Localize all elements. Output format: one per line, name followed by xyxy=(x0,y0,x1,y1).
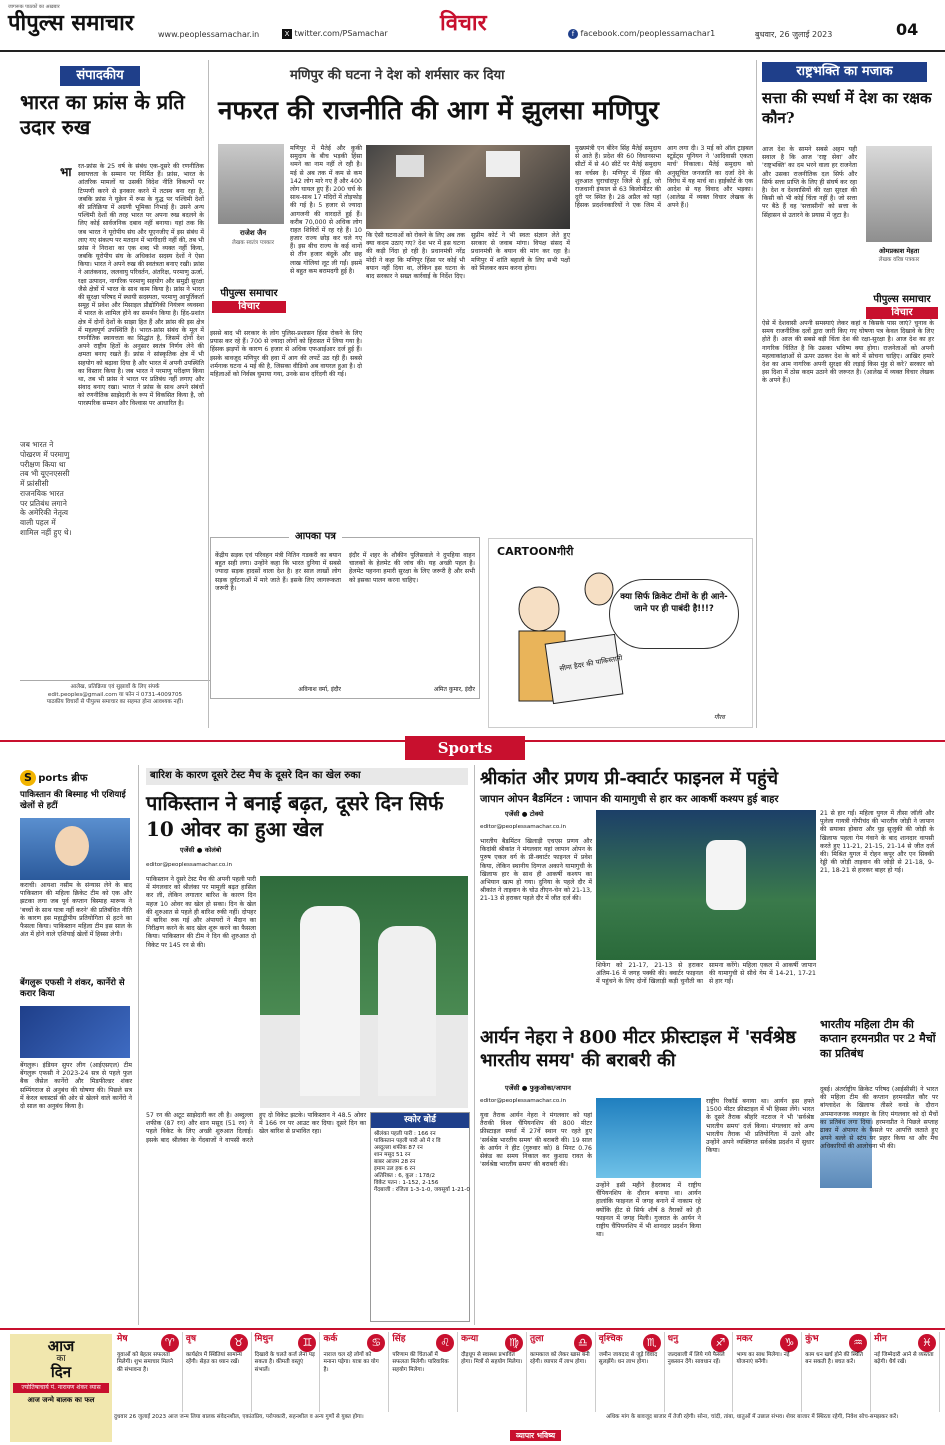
zodiac-cell xyxy=(458,1332,527,1412)
protest-placard xyxy=(396,155,424,177)
issue-date: बुधवार, 26 जुलाई 2023 xyxy=(755,30,833,39)
zodiac-text: दिखावे के चलते कर्ज लेना पड़ सकता है। कीमती वस्तुएं संभालें। xyxy=(254,1352,315,1373)
zodiac-cell xyxy=(733,1332,802,1412)
letter-2: इंदौर में शहर के शौकीन पुलिसवाले ने दुपहिया वाहन चालकों के हेलमेट की जांच की। यह अच्छी पहल है। हेलमेट पहनना हमारी सुरक्षा के लिए जरूरी है और सभी को इसका पालन करना चाहिए। xyxy=(349,552,475,584)
scoreboard-row: अब्दुल्ला शफीक 87 रन xyxy=(374,1145,423,1152)
editorial-body: रत-फ्रांस के 25 वर्ष के संबंध एक-दूसरे की रणनीतिक स्वायत्तता के सम्मान पर निर्मित हैं। फ्रांस, भारत के आंतरिक मामलों या उसकी विदेश नीति विकल्पों पर टिप्पणी करने से इनकार करने में तटस्थ बना रहा है, जबकि फ्रांस ने यूक्रेन में रूस के युद्ध पर पश्चिमी देशों की प्रतिक्रिया में अग्रणी भूमिका निभाई है। उसने अन्य पश्चिमी देशों की तरह भारत पर अपना रुख बदलने के लिए कोई सार्वजनिक दबाव नहीं बनाया। यहां तक कि जब भारत ने यूरोपीय संघ और यूएनजीए में इस संबंध में लाए गए संकल्प पर मतदान में भागीदारी नहीं की, तब भी फ्रांस ने निराशा का एक शब्द भी व्यक्त नहीं किया, जबकि यूरोपीय संघ के अधिकांश सदस्य देशों ने ऐसा किया। भारत ने अपने रुख की स्वतंत्रता बनाए रखी। फ्रांस ने आतंकवाद, जलवायु परिवर्तन, अंतरिक्ष, परमाणु ऊर्जा, रक्षा उत्पादन, नागरिक परमाणु सहयोग और समुद्री सुरक्षा जैसे क्षेत्रों में भारत के साथ काम किया है। फ्रांस ने भारत की सुरक्षा परिषद में स्थायी सदस्यता, परमाणु आपूर्तिकर्ता समूह में प्रवेश और मिसाइल प्रौद्योगिकी नियंत्रण व्यवस्था में भारत के शामिल होने का समर्थन किया है। हिंद-प्रशांत क्षेत्र में दोनों देशों के साझा हित हैं और फ्रांस की इस क्षेत्र में महत्वपूर्ण उपस्थिति है। भारत-फ्रांस संबंध के मूल में रणनीतिक स्वायत्तता का सिद्धांत है, जिसमें दोनों देश अपने राष्ट्रीय हितों के अनुसार स्वतंत्र निर्णय लेने की क्षमता बनाए रखते हैं। फ्रांस ने सांस्कृतिक क्षेत्र में भी सहयोग को बढ़ावा दिया है और भारत में अपनी उपस्थिति का विस्तार किया है। जब भारत ने परमाणु परीक्षण किया था, तब भी फ्रांस ने भारत पर प्रतिबंध नहीं लगाए और संवाद बनाए रखा। भारत ने फ्रांस के साथ अपने संबंधों को रणनीतिक साझेदारी के रूप में विकसित किया है, जो पारस्परिक सम्मान और विश्वास पर आधारित है। xyxy=(78,163,204,408)
zodiac-sign-icon: ♏ xyxy=(643,1334,661,1352)
sports-banner: Sports xyxy=(405,736,525,760)
bengaluru-photo xyxy=(20,1006,130,1058)
zodiac-cell xyxy=(320,1332,389,1412)
zodiac-name: तुला xyxy=(529,1334,544,1344)
brief-1-body: कराची। आयशा नसीम के संन्यास लेने के बाद पाकिस्तान की महिला क्रिकेट टीम को एक और झटका लगा जब पूर्व कप्तान बिस्माह मारूफ ने 'बच्चों के साथ यात्रा नहीं करने' की प्रतिबंधित नीति के कारण इस महाद्वीपीय प्रतियोगिता से हटने का फैसला किया। पाकिस्तान महिला टीम इस साल के अंत में होने वाले एशियाई खेलों में हिस्सा लेगी। xyxy=(20,882,132,939)
scoreboard xyxy=(370,1112,470,1322)
section-title: विचार xyxy=(440,10,487,36)
cartoon-speech-bubble: क्या सिर्फ क्रिकेट टीमों के ही आने-जाने पर ही पाबंदी है!!!? xyxy=(609,579,739,649)
sports-s-icon: S xyxy=(20,770,36,786)
horoscope-strip xyxy=(0,1328,945,1445)
zodiac-sign-icon: ♋ xyxy=(367,1334,385,1352)
zodiac-name: सिंह xyxy=(392,1334,406,1344)
kids-text: दुधवार 26 जुलाई 2023 आज जन्म लिया बालक संवेदनशील, एकांतप्रिय, परोपकारी, सहनशील व अन्य गुणों से युक्त होगा। xyxy=(114,1414,364,1420)
zodiac-text: कार्यक्षेत्र में स्थितियां सामान्य रहेंगी। सेहत का ध्यान रखें। xyxy=(185,1352,242,1366)
editorial-pullquote: जब भारत ने पोखरण में परमाणु परीक्षण किया था तब भी यूएनएससी में फ्रांसीसी राजनयिक भारत पर प्रतिबंध लगाने के अमेरिकी नेतृत्व वाली पहल में शामिल नहीं हुए थे। xyxy=(20,440,72,537)
letters-title: आपका पत्र xyxy=(289,531,342,544)
zodiac-sign-icon: ♐ xyxy=(711,1334,729,1352)
page-header xyxy=(0,0,945,52)
story4-title: भारतीय महिला टीम की कप्तान हरमनप्रीत पर 2 मैचों का प्रतिबंध xyxy=(820,1018,936,1060)
zodiac-text: नई जिम्मेदारी आने से व्यस्तता बढ़ेगी। धैर्य रखें। xyxy=(874,1352,934,1366)
zodiac-text: काम धन खर्च होने की स्थिति बन सकती है। बचत करें। xyxy=(805,1352,863,1366)
zodiac-sign-icon: ♑ xyxy=(780,1334,798,1352)
zodiac-text: जल्दबाजी में लिये गये फैसले नुकसान देंगे। सावधान रहें। xyxy=(667,1352,725,1366)
divider xyxy=(756,60,757,728)
brand-tagline: जागरूक पाठकों का अख़बार xyxy=(8,4,60,10)
zodiac-cell xyxy=(252,1332,321,1412)
player-face xyxy=(55,826,89,866)
story1-body-2: 57 रन की अटूट साझेदारी कर ली है। अब्दुल्ला शफीक (87 रन) और शान मसूद (51 रन) ने पहले विकेट के लिए अच्छी शुरुआत दिलाई। इसके बाद श्रीलंका के गेंदबाजों ने वापसी करते हुए दो विकेट झटके। पाकिस्तान ने 48.5 ओवर में 166 रन पर आउट कर दिया। दूसरे दिन का खेल बारिश से प्रभावित रहा। xyxy=(146,1112,366,1144)
zodiac-text: परिणाम की चिंताओं में सफलता मिलेगी। पारिवारिक सहयोग मिलेगा। xyxy=(392,1352,449,1373)
story3-title: आर्यन नेहरा ने 800 मीटर फ्रीस्टाइल में 'सर्वश्रेष्ठ भारतीय समय' की बराबरी की xyxy=(480,1027,796,1072)
cartoon-panel xyxy=(488,538,753,728)
zodiac-sign-icon: ♓ xyxy=(918,1334,936,1352)
zodiac-row xyxy=(114,1332,940,1412)
editorial-footer: आलेख, प्रतिक्रिया एवं सुझावों के लिए संपर्क edit.peoples@gmail.com या फोन नं 0731-4009705 पाठकीय विचारों से पीपुल्स समाचार का सहमत होना आवश्यक नहीं। xyxy=(20,680,210,707)
lead-body-4: मुख्यमंत्री एन बीरेन सिंह मैतेई समुदाय से आते हैं। प्रदेश की 60 विधानसभा सीटों में से 40 सीटें पर मैतेई समुदाय का वर्चस्व है। मणिपुर में हिंसा की शुरुआत चुराचांदपुर जिले से हुई, जो राजधानी इंफाल से 63 किलोमीटर की दूरी पर स्थित है। 28 अप्रैल को यहां हिंसक प्रदर्शनकारियों ने एक जिम में आग लगा दी। 3 मई को ऑल ट्राइबल स्टूडेंट्स यूनियन ने 'आदिवासी एकता मार्च' निकाला। मैतेई समुदाय को अनुसूचित जनजाति का दर्जा देने के विरोध में यह मार्च था। हाईकोर्ट के एक आदेश से यह विवाद और भड़का। (आलेख में व्यक्त विचार लेखक के अपने हैं।) xyxy=(575,145,753,210)
story3-dateline: एजेंसी ● फुकुओका/जापान xyxy=(505,1084,571,1092)
zodiac-cell xyxy=(665,1332,734,1412)
zodiac-name: मीन xyxy=(874,1334,887,1344)
story1-title: पाकिस्तान ने बनाई बढ़त, दूसरे दिन सिर्फ 10 ओवर का हुआ खेल xyxy=(146,791,444,841)
vichar-badge: पीपुल्स समाचार विचार xyxy=(212,288,286,313)
cartoon-paper-text: सीमा हैदर की पाकिस्तानी xyxy=(558,654,624,674)
zodiac-sign-icon: ♌ xyxy=(436,1334,454,1352)
story2-body-2: शिफेंग को 21-17, 21-13 से हराकर अंतिम-16 में जगह पक्की की। क्वार्टर फाइनल में पहुंचने के लिए दोनों खिलाड़ी कड़ी चुनौती का सामना करेंगे। महिला एकल में आकर्षी जापान की यामागुची से सीधे गेम में 14-21, 17-21 से हार गईं। xyxy=(596,962,816,986)
scoreboard-title: स्कोर बोर्ड xyxy=(371,1113,469,1128)
story2-kicker: जापान ओपन बैडमिंटन : जापान की यामागुची से हार कर आकर्षी कश्यप हुई बाहर xyxy=(480,794,779,805)
lead-author-role: लेखक स्वतंत्र पत्रकार xyxy=(231,240,275,246)
letter-1-author: अविनाश वर्मा, इंदौर xyxy=(298,686,341,693)
zodiac-name: वृष xyxy=(185,1334,197,1344)
scoreboard-row: शान मसूद 51 रन xyxy=(374,1152,411,1159)
zodiac-cell xyxy=(596,1332,665,1412)
pakistan-players-photo xyxy=(260,876,468,1108)
story2-dateline: एजेंसी ● टोक्यो xyxy=(505,810,544,818)
zodiac-cell xyxy=(527,1332,596,1412)
player-figure xyxy=(706,840,746,910)
page-number: 04 xyxy=(896,20,919,39)
story3-body-3: राष्ट्रीय रिकॉर्ड बनाया था। आर्यन इस हफ्ते 1500 मीटर फ्रीस्टाइल में भी हिस्सा लेंगे। भारत के दूसरे तैराक श्रीहरि नटराज ने भी 'सर्वश्रेष्ठ भारतीय समय' दर्ज किया। मंगलवार को अन्य भारतीय तैराक भी प्रतियोगिता में उतरे और उन्होंने अपने व्यक्तिगत सर्वश्रेष्ठ प्रदर्शन में सुधार किया। xyxy=(706,1098,814,1155)
cartoon-signature: गौरव xyxy=(714,714,725,721)
scoreboard-row: श्रीलंका पहली पारी : 166 रन xyxy=(374,1131,436,1138)
lead-spacer xyxy=(289,146,361,147)
zodiac-name: मकर xyxy=(736,1334,753,1344)
story3-body-1: युवा तैराक आर्यन नेहरा ने मंगलवार को यहां तैराकी विश्व चैंपियनशिप की 800 मीटर फ्रीस्टाइल स्पर्धा में 27वें स्थान पर रहते हुए 'सर्वश्रेष्ठ भारतीय समय' की बराबरी की। 19 साल के आर्यन ने हीट (गुरुवार को) 8 मिनट 0.76 सेकंड का समय निकाल कर कुशाग्र रावत के 'सर्वश्रेष्ठ भारतीय समय' की बराबरी की। xyxy=(480,1112,592,1169)
divider xyxy=(138,765,139,1325)
zodiac-name: कुंभ xyxy=(805,1334,819,1344)
facebook-link[interactable]: f facebook.com/peoplessamachar1 xyxy=(568,29,715,39)
story2-body-1: भारतीय बैडमिंटन खिलाड़ी एचएस प्रणय और किदांबी श्रीकांत ने मंगलवार यहां जापान ओपन के पुरुष एकल वर्ग के प्री-क्वार्टर फाइनल में प्रवेश किया, लेकिन स्थानीय दिग्गज अकाने यामागुची के खिलाफ हार के साथ ही आकर्षी कश्यप का अभियान खत्म हो गया। दुनिया के पहले दौर में श्रीकांत ने ताइवान के चोउ तीएन-चेन को 21-13, 21-13 से हराकर पहले दौर में जीत दर्ज की। xyxy=(480,838,592,903)
lead-body-2: इससे बाद भी सरकार के लोग पुलिस-प्रशासन हिंसा रोकने के लिए प्रयास कर रहे हैं। 700 से ज्यादा लोगों को हिरासत में लिया गया है। हिंसक झड़पों के कारण 6 हजार से अधिक एफआईआर दर्ज हुई हैं। इसके बावजूद मणिपुर की हवा में आग की लपटें उठ रही हैं। सबसे शर्मनाक घटना 4 मई की है, जिसका वीडियो अब वायरल हुआ है। दो महिलाओं को निर्वस्त्र घुमाया गया, उनके साथ दरिंदगी की गई। xyxy=(210,330,362,378)
lead-title: नफरत की राजनीति की आग में झुलसा मणिपुर xyxy=(218,96,659,126)
brand-block xyxy=(8,4,134,38)
columnist-role: लेखक वरिष्ठ पत्रकार xyxy=(878,257,920,263)
cartoon-title: CARTOONगीरी xyxy=(497,545,574,558)
zodiac-sign-icon: ♈ xyxy=(161,1334,179,1352)
column-tag: राष्ट्रभक्ति का मजाक xyxy=(762,62,927,82)
twitter-icon: X xyxy=(282,29,292,39)
story1-kicker: बारिश के कारण दूसरे टेस्ट मैच के दूसरे दिन का खेल रुका xyxy=(146,768,468,785)
story1-email: editor@peoplessamachar.co.in xyxy=(146,862,233,868)
protest-photo xyxy=(366,145,570,229)
zodiac-text: कामकाज को लेकर खास बनी रहेगी। व्यापार में लाभ होगा। xyxy=(529,1352,590,1366)
market-text: अधिक मांग के बावजूद बाजार में तेजी रहेगी। सोना, चांदी, तांबा, धातुओं में उछाल संभव। शेयर बाजार में स्थिरता रहेगी, निवेश सोच-समझकर करें। xyxy=(606,1414,899,1420)
zodiac-cell xyxy=(389,1332,458,1412)
lead-body-3: कि ऐसी घटनाओं को रोकने के लिए अब तक क्या कदम उठाए गए? देश भर में इस घटना की कड़ी निंदा हो रही है। प्रधानमंत्री नरेंद्र मोदी ने कहा कि मणिपुर हिंसा पर कोई भी बयान नहीं दिया था, लेकिन इस घटना के बाद सरकार ने सख्त कार्रवाई के निर्देश दिए। सुप्रीम कोर्ट ने भी स्वतः संज्ञान लेते हुए सरकार से जवाब मांगा। विपक्ष संसद में प्रधानमंत्री के बयान की मांग कर रहा है। मणिपुर में शांति बहाली के लिए सभी पक्षों को मिलकर काम करना होगा। xyxy=(366,232,570,280)
divider xyxy=(474,765,475,1325)
editorial-tag: संपादकीय xyxy=(60,66,140,86)
editorial-title: भारत का फ्रांस के प्रति उदार रुख xyxy=(20,90,185,139)
zodiac-name: वृश्चिक xyxy=(598,1334,623,1344)
scoreboard-row: बाबर आजम 28 रन xyxy=(374,1159,416,1166)
zodiac-name: मेष xyxy=(117,1334,128,1344)
zodiac-sign-icon: ♉ xyxy=(230,1334,248,1352)
zodiac-cell xyxy=(183,1332,252,1412)
author-photo xyxy=(218,144,284,224)
zodiac-name: मिथुन xyxy=(254,1334,274,1344)
zodiac-name: कर्क xyxy=(323,1334,338,1344)
zodiac-text: जमीन जायदाद से जुड़े विवाद सुलझेंगे। धन लाभ होगा। xyxy=(598,1352,658,1366)
zodiac-cell xyxy=(114,1332,183,1412)
zodiac-name: धनु xyxy=(667,1334,679,1344)
story3-body-2: उन्होंने इसी महीने हैदराबाद में राष्ट्रीय चैंपियनशिप के दौरान बनाया था। आर्यन हालांकि फाइनल में जगह बनाने में नाकाम रहे क्योंकि हीट से सिर्फ शीर्ष 8 तैराकों को ही फाइनल में जगह मिली। गुजरात के आर्यन ने राष्ट्रीय चैंपियनशिप में भी शानदार प्रदर्शन किया था। xyxy=(596,1182,701,1239)
letters-box xyxy=(210,531,480,699)
lead-author: राजेश जैन xyxy=(240,229,267,237)
swimmer-photo xyxy=(596,1098,701,1178)
scoreboard-row: अतिरिक्त : 6, कुल : 178/2 xyxy=(374,1173,436,1180)
story2-title: श्रीकांत और प्रणय प्री-क्वार्टर फाइनल में पहुंचे xyxy=(480,768,779,789)
cartoon-drawing xyxy=(499,569,629,724)
letter-2-author: अमित कुमार, इंदौर xyxy=(433,686,475,693)
story1-dateline: एजेंसी ● कोलंबो xyxy=(180,846,222,854)
zodiac-sign-icon: ♍ xyxy=(505,1334,523,1352)
scoreboard-row: गेंदबाजी : रजिता 1-3-1-0, जयसूर्या 1-21-0 xyxy=(374,1187,470,1194)
zodiac-sign-icon: ♒ xyxy=(849,1334,867,1352)
badminton-photo xyxy=(596,810,816,960)
story3-email: editor@peoplessamachar.co.in xyxy=(480,1098,567,1104)
facebook-icon: f xyxy=(568,29,578,39)
website-link[interactable]: www.peoplessamachar.in xyxy=(158,30,260,39)
brief-2-title: बेंगलुरू एफसी ने शंकर, कार्नेरो से करार किया xyxy=(20,978,125,1000)
column-body-1: आज देश के सामने सबसे अहम यही सवाल है कि आज 'राष्ट्र सेवा' और 'राष्ट्रभक्ति' का दम भरने वाला हर राजनेता और उसका राजनीतिक दल सिर्फ और सिर्फ सत्ता प्राप्ति के लिए ही संघर्ष कर रहा है। देश व देशवासियों की रक्षा सुरक्षा की किसी को भी कोई चिंता नहीं है। जो सत्ता पर बैठे हैं वह 'सत्तासीनों' को सत्ता के सिंहासन से उतारने के प्रयास में जुटा है। xyxy=(762,146,857,219)
lead-body-1: मणिपुर में मैतेई और कुकी समुदाय के बीच भड़की हिंसा थमने का नाम नहीं ले रही है। मई से अब तक में कम से कम 142 लोग मारे गए हैं और 400 लोग घायल हुए हैं। 200 चर्च के साथ-साथ 17 मंदिरों में तोड़फोड़ की गई है। 5 हजार से ज्यादा आगजनी की वारदातें हुई हैं। करीब 70,000 से अधिक लोग राहत शिविरों में रह रहे हैं। 10 हजार राज्य छोड़ कर चले गए हैं। इस बीच राज्य के कई थानों से तीन हजार बंदूकें और छह लाख गोलियां लूट ली गईं। इसमें से बहुत कम बरामदगी हुई है। xyxy=(290,145,362,275)
protest-placard xyxy=(486,151,520,177)
zodiac-text: दौड़धूप से स्वास्थ्य प्रभावित होगा। मित्रों से सहयोग मिलेगा। xyxy=(461,1352,523,1366)
market-label: व्यापार भविष्य xyxy=(510,1430,561,1441)
story4-body: दुबई। अंतर्राष्ट्रीय क्रिकेट परिषद (आईसीसी) ने भारत की महिला टीम की कप्तान हरमनप्रीत कौर पर बांग्लादेश के खिलाफ तीसरे वनडे के दौरान अपमानजनक व्यवहार के लिए मंगलवार को दो मैचों का प्रतिबंध लगा दिया। हरमनप्रीत ने पिछले सप्ताह ढाका में अंपायर के फैसले पर आपत्ति जताते हुए अपने बल्ले से स्टंप पर प्रहार किया था और मैच अधिकारियों की आलोचना भी की। xyxy=(820,1086,938,1151)
scoreboard-row: पाकिस्तान पहली पारी ओ मे र वि xyxy=(374,1138,441,1145)
story2-body-3: 21 से हार गईं। महिला युगल में तीसा जॉली और पुलेला गायत्री गोपीचंद की भारतीय जोड़ी ने जापान की सयाका होबारा और युइ सुजुकी की जोड़ी के खिलाफ पहला गेम गंवाने के बाद शानदार वापसी करते हुए 11-21, 21-15, 21-14 से जीत दर्ज की। मिश्रित युगल में रोहन कपूर और एन सिक्की रेड्डी की जोड़ी ताइवान की जोड़ी से 21-18, 9-21, 18-21 से हारकर बाहर हो गई। xyxy=(820,810,934,875)
lead-kicker: मणिपुर की घटना ने देश को शर्मसार कर दिया xyxy=(290,68,505,83)
zodiac-text: युवाओं को बेहतर सफलता मिलेगी। शुभ समाचार मिलने की संभावना है। xyxy=(117,1352,173,1373)
editorial-dropcap: भा xyxy=(60,165,72,179)
scoreboard-row: विकेट पतन : 1-152, 2-156 xyxy=(374,1180,439,1187)
twitter-link[interactable]: X twitter.com/PSamachar xyxy=(282,29,388,39)
brand-logo: पीपुल्स समाचार xyxy=(8,10,134,37)
columnist-name: ओमप्रकाश मेहता xyxy=(878,247,920,255)
columnist-photo xyxy=(866,146,932,242)
column-body-2: ऐसे में देशवासी अपनी समस्याएं लेकर कहां व किसके पास जाएं? चुनाव के समय राजनीतिक दलों द्वारा जारी किए गए घोषणा पत्र केवल दिखावे के लिए होते हैं। आज की सबसे बड़ी चिंता देश की रक्षा-सुरक्षा है। आज देश का हर नागरिक चिंतित है कि उसका भविष्य क्या होगा। राजनेताओं को अपनी महत्वाकांक्षाओं से ऊपर उठकर देश के बारे में सोचना चाहिए। आखिर हमारे देश का आम नागरिक अपनी सुरक्षा की लड़ाई किस मुंह से करे? सरकार को इस दिशा में ठोस कदम उठाने की जरूरत है। (आलेख में व्यक्त विचार लेखक के अपने हैं।) xyxy=(762,320,934,385)
letter-1: केंद्रीय सड़क एवं परिवहन मंत्री नितिन गडकरी का बयान बहुत सही लगा। उन्होंने कहा कि भारत दुनिया में सबसे ज्यादा सड़क हादसों वाला देश है। हर साल लाखों लोग सड़क दुर्घटनाओं में मारे जाते हैं। इसके लिए जागरूकता जरूरी है। xyxy=(215,552,341,592)
story1-body-1: पाकिस्तान ने दूसरे टेस्ट मैच की अपनी पहली पारी में मंगलवार को श्रीलंका पर मामूली बढ़त हासिल कर ली, लेकिन लगातार बारिश के कारण दिन महज 10 ओवर का खेल हो सका। दिन के खेल की शुरुआत से पहले ही बारिश रुकी नहीं। दोपहर में बारिश रुक गई और अंपायरों ने मैदान का निरीक्षण करने के बाद खेल शुरू करने का फैसला किया। पाकिस्तान की टीम ने दिन की शुरुआत दो विकेट पर 145 रन से की। xyxy=(146,876,256,949)
aaj-ka-din-box: आज का दिन ज्योतिषाचार्य पं. नारायण शंकर व्यास आज जन्मे बालक का फल xyxy=(10,1334,112,1442)
zodiac-text: भाग्य का साथ मिलेगा। नई योजनाएं बनेंगी। xyxy=(736,1352,790,1366)
zodiac-sign-icon: ♎ xyxy=(574,1334,592,1352)
player-figure xyxy=(378,926,436,1096)
zodiac-cell xyxy=(871,1332,940,1412)
zodiac-name: कन्या xyxy=(461,1334,479,1344)
kids-label: आज जन्मे बालक का फल xyxy=(27,1395,95,1404)
column-title: सत्ता की स्पर्धा में देश का रक्षक कौन? xyxy=(762,89,932,128)
scoreboard-row: इमाम उल हक 6 रन xyxy=(374,1166,416,1173)
vichar-badge: पीपुल्स समाचार विचार xyxy=(866,294,938,319)
astrologer-name: ज्योतिषाचार्य पं. नारायण शंकर व्यास xyxy=(13,1383,109,1393)
zodiac-cell xyxy=(802,1332,871,1412)
brief-1-title: पाकिस्तान की बिस्माह भी एशियाई खेलों से हटीं xyxy=(20,790,126,812)
zodiac-sign-icon: ♊ xyxy=(298,1334,316,1352)
sports-brief-header: S ports ब्रीफ xyxy=(20,770,87,786)
bismah-photo xyxy=(20,818,130,880)
divider xyxy=(208,60,209,728)
story2-email: editor@peoplessamachar.co.in xyxy=(480,824,567,830)
brief-2-body: बेंगलुरू। इंडियन सुपर लीग (आईएसएल) टीम बेंगलुरू एफसी ने 2023-24 सत्र से पहले फुल बैक जैसेल कार्नेरो और मिडफील्डर शंकर सम्पिंगराज से अनुबंध की घोषणा की। पिछले सत्र में केरल ब्लास्टर्स की ओर से खेलने वाले कार्नेरो ने दो साल का अनुबंध किया है। xyxy=(20,1062,132,1110)
zodiac-text: नाराज चल रहे लोगों को मनाना पड़ेगा। यात्रा का योग है। xyxy=(323,1352,379,1373)
player-figure xyxy=(300,906,360,1096)
